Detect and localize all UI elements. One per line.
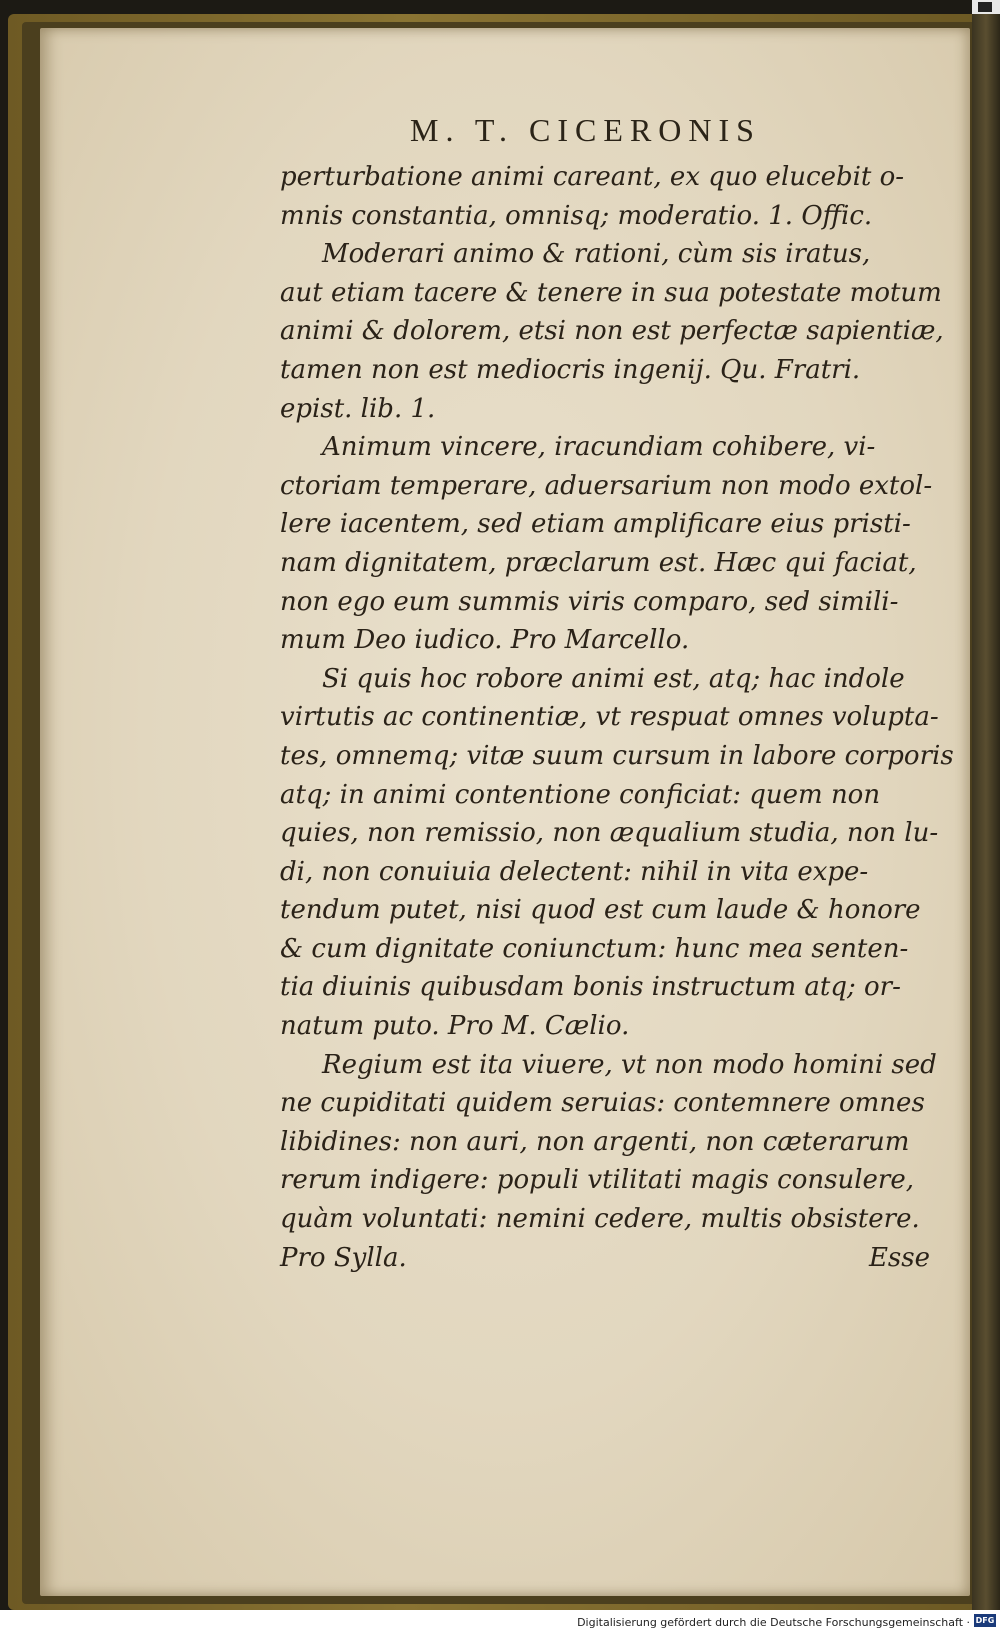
running-head: M. T. CICERONIS xyxy=(410,112,761,148)
text-line: natum puto. Pro M. Cælio. xyxy=(280,1011,630,1042)
text-line: perturbatione animi careant, ex quo elucebit o- xyxy=(280,162,905,192)
text-line: epist. lib. 1. xyxy=(280,393,436,424)
text-line: nam dignitatem, præclarum est. Hæc qui faciat, xyxy=(280,547,917,578)
text-line: Regium est ita viuere, vt non modo homini sed xyxy=(322,1049,937,1080)
text-line: rerum indigere: populi vtilitati magis consulere, xyxy=(280,1165,914,1196)
text-line: atq; in animi contentione conficiat: quem non xyxy=(280,779,881,810)
text-line: tes, omnemq; vitæ suum cursum in labore corporis xyxy=(280,740,954,771)
dfg-logo: DFG xyxy=(975,1616,995,1625)
catchword: Esse xyxy=(868,1242,930,1273)
text-line: aut etiam tacere & tenere in sua potestate motum xyxy=(280,277,942,308)
text-line: virtutis ac continentiæ, vt respuat omnes volupta- xyxy=(280,702,939,733)
text-line: mum Deo iudico. Pro Marcello. xyxy=(280,625,690,656)
text-line: Animum vincere, iracundiam cohibere, vi- xyxy=(322,432,876,463)
color-calibration-mark xyxy=(972,0,1000,14)
text-line: di, non conuiuia delectent: nihil in vita expe- xyxy=(280,856,869,887)
text-line: ne cupiditati quidem seruias: contemnere omnes xyxy=(280,1088,925,1119)
text-line: tia diuinis quibusdam bonis instructum atq; or- xyxy=(280,972,901,1003)
funding-notice: Digitalisierung gefördert durch die Deutsche Forschungsgemeinschaft · xyxy=(577,1616,970,1629)
last-text-line xyxy=(280,1239,930,1278)
text-line: non ego eum summis viris comparo, sed simili- xyxy=(280,586,899,617)
text-line: Si quis hoc robore animi est, atq; hac indole xyxy=(322,663,905,694)
text-line: lere iacentem, sed etiam amplificare eius pristi- xyxy=(280,509,911,540)
text-line: tamen non est mediocris ingenij. Qu. Fratri. xyxy=(280,354,861,385)
text-line: quies, non remissio, non æqualium studia, non lu- xyxy=(280,818,939,849)
book-spine-strip xyxy=(972,0,1000,1610)
text-line: quàm voluntati: nemini cedere, multis obsistere. xyxy=(280,1204,920,1235)
text-line: tendum putet, nisi quod est cum laude & honore xyxy=(280,895,921,926)
text-line: ctoriam temperare, aduersarium non modo extol- xyxy=(280,470,933,501)
text-line: Moderari animo & rationi, cùm sis iratus, xyxy=(322,239,871,270)
text-line: & cum dignitate coniunctum: hunc mea senten- xyxy=(280,933,909,964)
text-line: libidines: non auri, non argenti, non cæterarum xyxy=(280,1126,910,1157)
text-line: mnis constantia, omnisq; moderatio. 1. Offic. xyxy=(280,200,873,231)
page-text-block xyxy=(280,158,954,1277)
source-reference: Pro Sylla. xyxy=(280,1242,407,1273)
text-line: animi & dolorem, etsi non est perfectæ sapientiæ, xyxy=(280,316,944,347)
